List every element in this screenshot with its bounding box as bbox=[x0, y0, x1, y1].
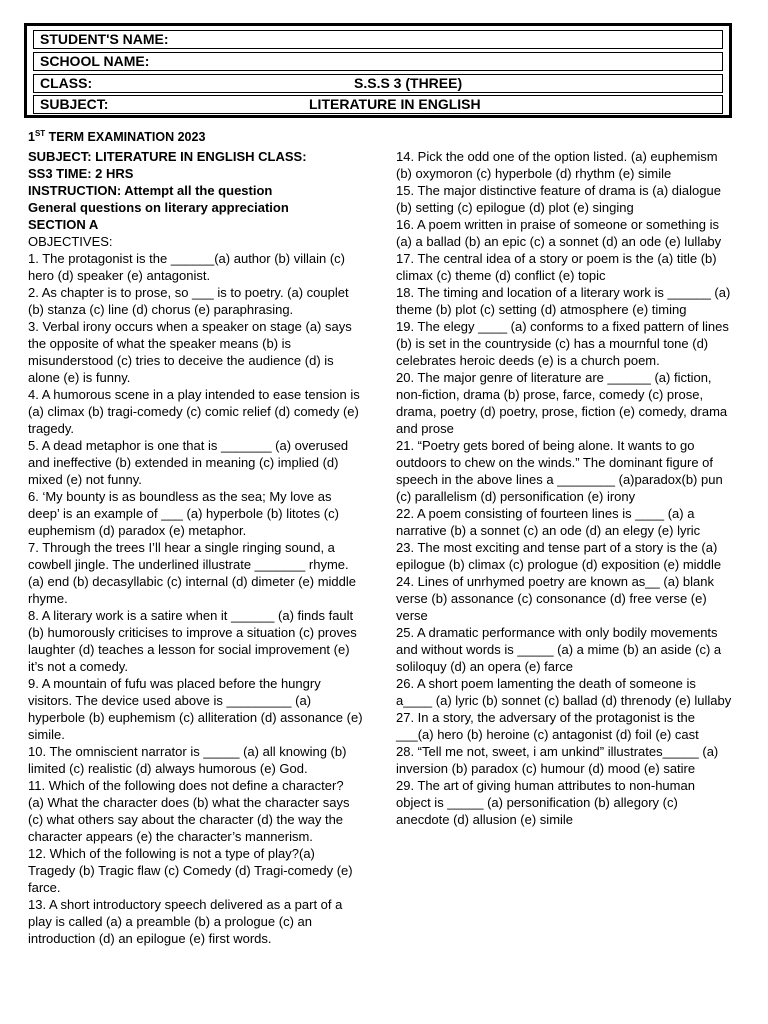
question-21: 21. “Poetry gets bored of being alone. It wants to go outdoors to chew on the winds.” The dominant figure of speech in the above lines a ________ (a)paradox(b) pun (c) parallelism (d) personification (e) irony bbox=[396, 438, 723, 504]
class-label: CLASS: bbox=[40, 75, 93, 91]
subject-row bbox=[33, 95, 723, 114]
question-12: 12. Which of the following is not a type of play?(a) Tragedy (b) Tragic flaw (c) Comedy (d) Tragi-comedy (e) farce. bbox=[28, 846, 353, 896]
left-column bbox=[28, 125, 363, 947]
question-3: 3. Verbal irony occurs when a speaker on stage (a) says the opposite of what the speaker means (b) is misunderstood (c) tries to deceive the audience (d) is alone (e) is funny. bbox=[28, 319, 352, 386]
term-title: 1ST TERM EXAMINATION 2023 bbox=[28, 129, 206, 145]
class-row bbox=[33, 74, 723, 93]
question-23: 23. The most exciting and tense part of a story is the (a) epilogue (b) climax (c) prologue (d) exposition (e) middle bbox=[396, 540, 722, 572]
question-17: 17. The central idea of a story or poem is the (a) title (b) climax (c) theme (d) conflict (e) topic bbox=[396, 251, 717, 283]
question-6: 6. ‘My bounty is as boundless as the sea; My love as deep’ is an example of ___ (a) hyperbole (b) litotes (c) euphemism (d) paradox (e) metaphor. bbox=[28, 489, 339, 539]
question-9: 9. A mountain of fufu was placed before the hungry visitors. The device used above is _________ (a) hyperbole (b) euphemism (c) alliteration (d) assonance (e) simile. bbox=[28, 676, 363, 743]
student-info-table bbox=[24, 23, 732, 118]
question-28: 28. “Tell me not, sweet, i am unkind” illustrates_____ (a) inversion (b) paradox (c) humour (d) mood (e) satire bbox=[396, 744, 719, 776]
class-value: S.S.S 3 (THREE) bbox=[354, 75, 463, 91]
subject-value: LITERATURE IN ENGLISH bbox=[309, 96, 481, 112]
subject-line-1: SUBJECT: LITERATURE IN ENGLISH CLASS: bbox=[28, 149, 307, 165]
question-1: 1. The protagonist is the ______(a) author (b) villain (c) hero (d) speaker (e) antagonist. bbox=[28, 251, 345, 284]
subject-line-2: SS3 TIME: 2 HRS bbox=[28, 166, 134, 182]
school-name-label: SCHOOL NAME: bbox=[40, 53, 150, 69]
question-4: 4. A humorous scene in a play intended to ease tension is (a) climax (b) tragi-comedy (c) comic relief (d) comedy (e) tragedy. bbox=[28, 387, 360, 437]
question-18: 18. The timing and location of a literary work is ______ (a) theme (b) plot (c) setting (d) atmosphere (e) timing bbox=[396, 285, 731, 317]
question-14: 14. Pick the odd one of the option listed. (a) euphemism (b) oxymoron (c) hyperbole (d) rhythm (e) simile bbox=[396, 149, 718, 181]
instruction-text: INSTRUCTION: Attempt all the question bbox=[28, 183, 273, 199]
question-22: 22. A poem consisting of fourteen lines is ____ (a) a narrative (b) a sonnet (c) an ode (d) an elegy (e) lyric bbox=[396, 506, 701, 538]
question-10: 10. The omniscient narrator is _____ (a) all knowing (b) limited (c) realistic (d) always humorous (e) God. bbox=[28, 744, 347, 777]
question-2: 2. As chapter is to prose, so ___ is to poetry. (a) couplet (b) stanza (c) line (d) chorus (e) paraphrasing. bbox=[28, 285, 349, 318]
question-8: 8. A literary work is a satire when it ______ (a) finds fault (b) humorously criticises to improve a situation (c) proves laughter (d) teaches a lesson for social improvement (e) it’s not a comedy. bbox=[28, 608, 357, 675]
question-19: 19. The elegy ____ (a) conforms to a fixed pattern of lines (b) is set in the countryside (c) has a mournful tone (d) celebrates heroic deeds (e) is a church poem. bbox=[396, 319, 729, 368]
question-26: 26. A short poem lamenting the death of someone is a____ (a) lyric (b) sonnet (c) ballad (d) threnody (e) lullaby bbox=[396, 676, 732, 708]
question-24: 24. Lines of unrhymed poetry are known as__ (a) blank verse (b) assonance (c) consonance (d) free verse (e) verse bbox=[396, 574, 714, 623]
section-heading: SECTION A bbox=[28, 217, 99, 233]
student-name-row bbox=[33, 30, 723, 49]
question-16: 16. A poem written in praise of someone or something is (a) a ballad (b) an epic (c) a sonnet (d) an ode (e) lullaby bbox=[396, 217, 722, 249]
question-11: 11. Which of the following does not define a character? (a) What the character does (b) what the character says (c) what others say about the character (d) the way the character appears (e) the character’s mannerism. bbox=[28, 778, 350, 845]
question-7: 7. Through the trees I’ll hear a single ringing sound, a cowbell jingle. The underlined illustrate _______ rhyme. (a) end (b) decasyllabic (c) internal (d) dimeter (e) middle rhyme. bbox=[28, 540, 357, 607]
question-20: 20. The major genre of literature are ______ (a) fiction, non-fiction, drama (b) prose, farce, comedy (c) prose, drama, poetry (d) poetry, prose, fiction (e) comedy, drama and prose bbox=[396, 370, 728, 436]
question-25: 25. A dramatic performance with only bodily movements and without words is _____ (a) a mime (b) an aside (c) a soliloquy (d) an opera (e) farce bbox=[396, 625, 722, 674]
question-5: 5. A dead metaphor is one that is _______ (a) overused and ineffective (b) extended in meaning (c) implied (d) mixed (e) not funny. bbox=[28, 438, 349, 488]
school-name-row bbox=[33, 52, 723, 71]
objectives-heading: OBJECTIVES: bbox=[28, 234, 113, 250]
question-15: 15. The major distinctive feature of drama is (a) dialogue (b) setting (c) epilogue (d) plot (e) singing bbox=[396, 183, 721, 215]
question-27: 27. In a story, the adversary of the protagonist is the ___(a) hero (b) heroine (c) antagonist (d) foil (e) cast bbox=[396, 710, 699, 742]
general-heading: General questions on literary appreciation bbox=[28, 200, 289, 216]
right-column bbox=[396, 148, 732, 828]
subject-label: SUBJECT: bbox=[40, 96, 109, 112]
question-29: 29. The art of giving human attributes to non-human object is _____ (a) personification (b) allegory (c) anecdote (d) allusion (e) simile bbox=[396, 778, 695, 827]
question-13: 13. A short introductory speech delivered as a part of a play is called (a) a preamble (b) a prologue (c) an introduction (d) an epilogue (e) first words. bbox=[28, 897, 343, 947]
student-name-label: STUDENT'S NAME: bbox=[40, 31, 169, 47]
